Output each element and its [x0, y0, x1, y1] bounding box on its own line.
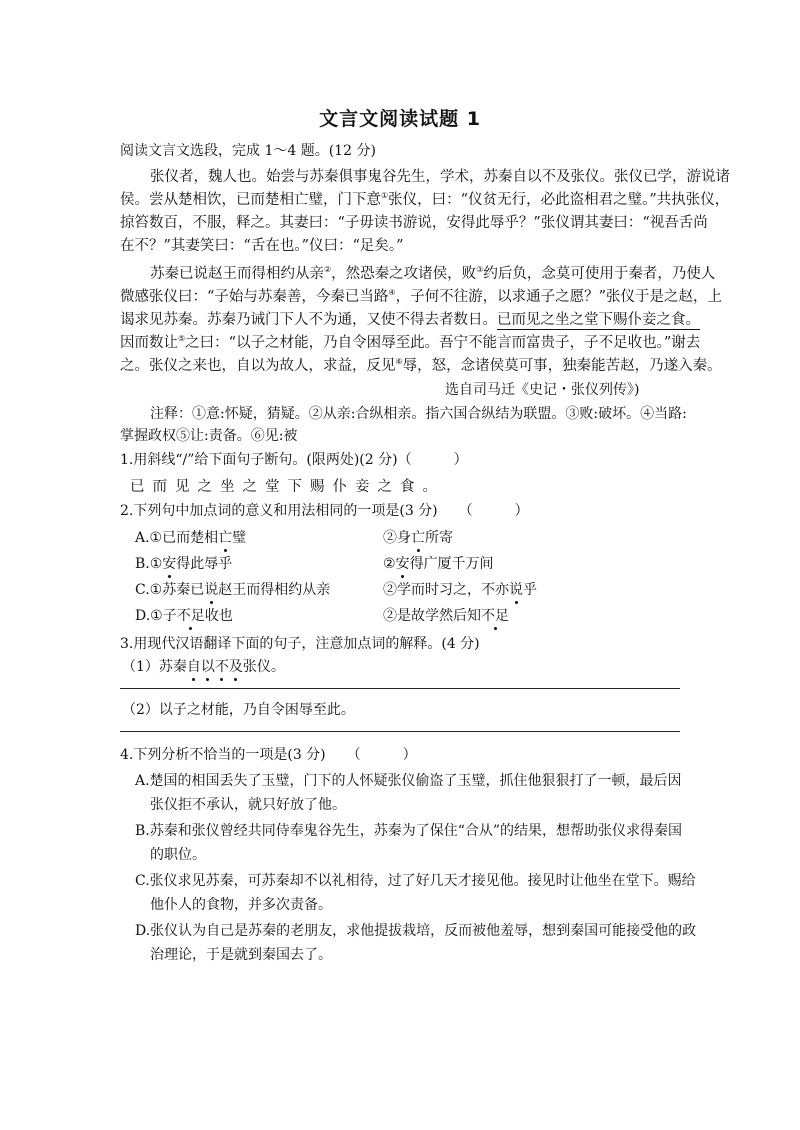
question-4-option-d[interactable]: D.张仪认为自己是苏秦的老朋友，求他提拔栽培，反而被他羞辱，想到秦国可能接受他的政: [135, 923, 697, 939]
dotted-word: 不足: [481, 605, 509, 625]
footnote-mark: ①: [381, 191, 389, 201]
page-title: 文言文阅读试题 1: [319, 108, 481, 130]
answer-line[interactable]: [120, 731, 680, 732]
question-2-option-b-right: ②安得广厦千万间: [383, 553, 494, 573]
dotted-word: 亡: [411, 527, 425, 547]
question-2-option-a-right: ②身亡所寄: [383, 527, 453, 547]
passage-line: 在不？”其妻笑曰：“舌在也。”仪曰：“足矣。”: [120, 238, 404, 254]
dotted-word: 不: [215, 656, 229, 676]
question-2-option-a-left[interactable]: A.①已而楚相亡璧: [135, 527, 246, 547]
dotted-word: 安: [162, 553, 176, 573]
question-2-option-c-right: ②学而时习之，不亦说乎: [383, 579, 537, 599]
question-1-stem: 1.用斜线“/”给下面句子断句。(限两处)(2 分)（ ）: [120, 452, 468, 468]
footnote-mark: ⑥: [395, 357, 403, 367]
passage-line: 掠笞数百，不服，释之。其妻曰：“子毋读书游说，安得此辱乎？”张仪谓其妻曰：“视吾舌尚: [120, 215, 708, 231]
question-3-stem: 3.用现代汉语翻译下面的句子，注意加点词的解释。(4 分): [120, 636, 480, 652]
dotted-word: 以: [201, 656, 215, 676]
question-4-option-a[interactable]: A.楚国的相国丢失了玉璧，门下的人怀疑张仪偷盗了玉璧，抓住他狠狠打了一顿，最后因: [135, 773, 682, 789]
dotted-word: 亡: [218, 527, 232, 547]
dotted-word: 说: [509, 579, 523, 599]
dotted-word: 及: [229, 656, 243, 676]
question-4-stem: 4.下列分析不恰当的一项是(3 分) （ ）: [120, 747, 417, 763]
underlined-sentence: 已而见之坐之堂下赐仆妾之食。: [497, 312, 700, 328]
instructions: 阅读文言文选段，完成 1～4 题。(12 分): [120, 143, 376, 159]
footnote-mark: ②: [324, 265, 332, 275]
passage-line: 之。张仪之来也，自以为故人，求益，反见⑥辱，怒，念诸侯莫可事，独秦能苦赵，乃遂入秦。: [120, 357, 722, 374]
dotted-word: 自: [187, 656, 201, 676]
dotted-word: 不足: [177, 605, 205, 625]
passage-line: 谒求见苏秦。苏秦乃诫门下人不为通，又使不得去者数日。已而见之坐之堂下赐仆妾之食。: [120, 312, 700, 328]
question-4-option-b[interactable]: B.苏秦和张仪曾经共同侍奉鬼谷先生，苏秦为了保住“合从”的结果，想帮助张仪求得秦国: [135, 823, 683, 839]
notes-line: 注释：①意:怀疑，猜疑。②从亲:合纵相亲。指六国合纵结为联盟。③败:破坏。④当路:: [150, 406, 687, 422]
question-4-option-a-cont: 张仪拒不承认，就只好放了他。: [150, 797, 346, 813]
question-2-option-c-left[interactable]: C.①苏秦已说赵王而得相约从亲: [135, 579, 330, 599]
footnote-mark: ⑤: [178, 334, 186, 344]
passage-line: 侯。尝从楚相饮，已而楚相亡璧，门下意①张仪，曰：“仪贫无行，必此盗相君之璧。”共执张仪，: [120, 191, 730, 208]
answer-line[interactable]: [120, 688, 680, 689]
passage-line: 张仪者，魏人也。始尝与苏秦俱事鬼谷先生，学术，苏秦自以不及张仪。张仪已学，游说诸: [150, 169, 730, 185]
question-4-option-c[interactable]: C.张仪求见苏秦，可苏秦却不以礼相待，过了好几天才接见他。接见时让他坐在堂下。赐给: [135, 873, 696, 889]
passage-line: 苏秦已说赵王而得相约从亲②，然恐秦之攻诸侯，败③约后负，念莫可使用于秦者，乃使人: [150, 265, 716, 282]
notes-line: 掌握政权⑤让:责备。⑥见:被: [120, 428, 298, 444]
question-3-sentence-1: （1）苏秦自以不及张仪。: [122, 656, 285, 676]
question-2-option-b-left[interactable]: B.①安得此辱乎: [135, 553, 232, 573]
question-4-option-c-cont: 他仆人的食物，并多次责备。: [150, 897, 332, 913]
passage-line: 因而数让⑤之曰：“以子之材能，乃自令困辱至此。吾宁不能言而富贵子，子不足收也。”谢去: [120, 334, 701, 351]
question-4-option-d-cont: 治理论，于是就到秦国去了。: [150, 947, 332, 963]
dotted-word: 安: [396, 553, 410, 573]
question-1-sentence: 已而见之坐之堂下赐仆妾之食。: [130, 479, 445, 495]
dotted-word: 说: [204, 579, 218, 599]
question-2-stem: 2.下列句中加点词的意义和用法相同的一项是(3 分) （ ）: [120, 503, 529, 519]
dotted-phrase: [187, 659, 243, 675]
question-2-option-d-right: ②是故学然后知不足: [383, 605, 509, 625]
footnote-mark: ③: [476, 265, 484, 275]
question-3-sentence-2: （2）以子之材能，乃自令困辱至此。: [122, 702, 355, 718]
passage-line: 微感张仪曰：“子始与苏秦善，今秦已当路④，子何不往游，以求通子之愿？”张仪于是之赵，上: [120, 288, 723, 305]
question-4-option-b-cont: 的职位。: [150, 847, 206, 863]
question-2-option-d-left[interactable]: D.①子不足收也: [135, 605, 233, 625]
source-citation: 选自司马迁《史记・张仪列传》): [445, 382, 640, 398]
footnote-mark: ④: [388, 288, 396, 298]
